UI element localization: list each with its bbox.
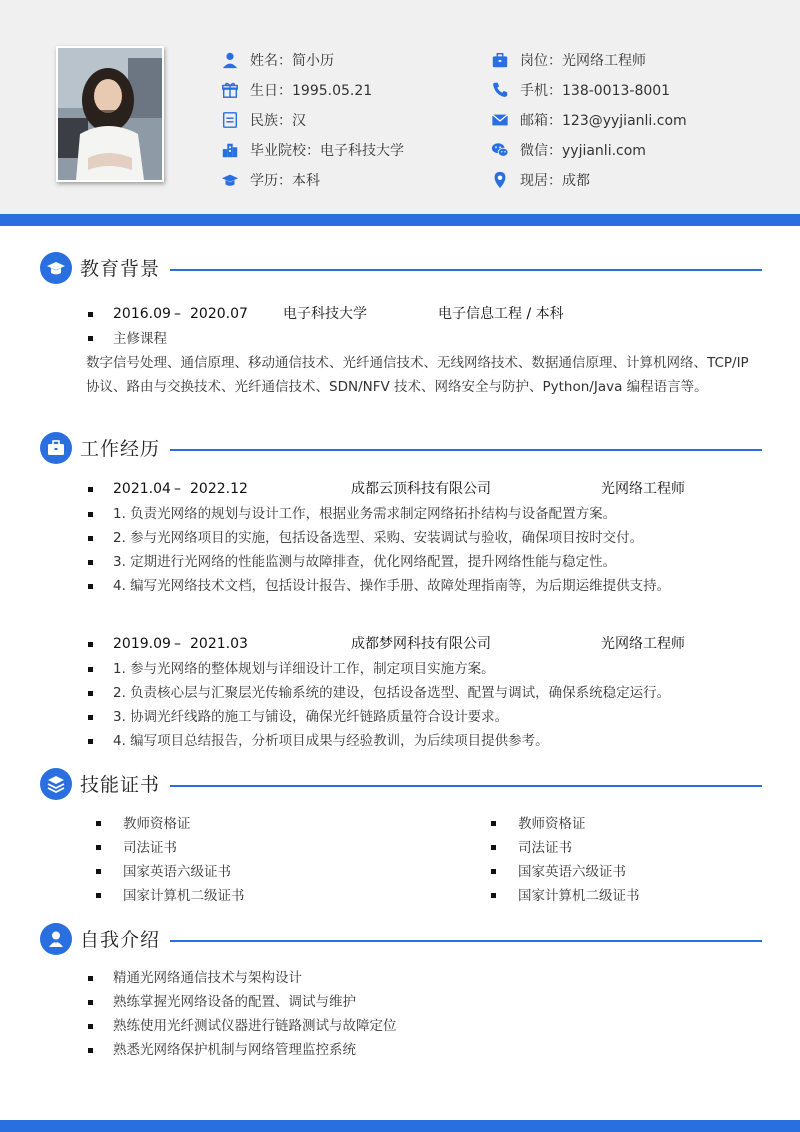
bullet [96,869,101,874]
section-intro-header [40,923,762,959]
wechat-text: 微信：yyjianli.com [520,143,646,159]
job-company: 成都梦网科技有限公司 [351,636,491,652]
bullet [96,893,101,898]
degree-text: 学历：本科 [250,173,320,189]
bullet [491,869,496,874]
info-degree [220,170,320,190]
bullet [88,739,93,744]
edu-start: 2016.09 [113,306,171,322]
user-icon [220,50,240,70]
footer-accent-bar [0,1120,800,1132]
skill-item: 教师资格证 [518,816,586,832]
section-title: 技能证书 [80,774,161,796]
wechat-icon [490,140,510,160]
job-start: 2021.04 [113,481,171,497]
bullet [491,893,496,898]
section-work-header [40,432,762,468]
intro-item: 熟练使用光纤测试仪器进行链路测试与故障定位 [113,1018,397,1034]
bullet [96,845,101,850]
skill-item: 国家计算机二级证书 [518,888,640,904]
skill-item: 司法证书 [518,840,572,856]
job-duty: 4. 编写项目总结报告，分析项目成果与经验教训，为后续项目提供参考。 [113,733,549,749]
edu-school: 电子科技大学 [283,306,367,322]
bullet [88,642,93,647]
bullet [88,1048,93,1053]
bullet [88,487,93,492]
bullet [88,584,93,589]
section-title: 自我介绍 [80,929,161,951]
name-text: 姓名：简小历 [250,53,334,69]
graduation-cap-icon [40,252,72,284]
email-text: 邮箱：123@yyjianli.com [520,113,687,129]
graduation-cap-icon [220,170,240,190]
layers-icon [40,768,72,800]
skill-item: 国家计算机二级证书 [123,888,245,904]
job-role: 光网络工程师 [601,636,685,652]
bullet [491,821,496,826]
job-duty: 4. 编写光网络技术文档，包括设计报告、操作手册、故障处理指南等，为后期运维提供支持。 [113,578,671,594]
section-skills-header [40,768,762,804]
info-residence [490,170,590,190]
job-duty: 2. 负责核心层与汇聚层光传输系统的建设，包括设备选型、配置与调试，确保系统稳定运行。 [113,685,671,701]
info-wechat [490,140,646,160]
school-text: 毕业院校：电子科技大学 [250,143,404,159]
bullet [88,691,93,696]
bullet [88,560,93,565]
skill-item: 国家英语六级证书 [518,864,626,880]
job-end: 2021.03 [190,636,248,652]
bullet [88,1000,93,1005]
courses-label: 主修课程 [113,331,167,347]
portrait-image [58,48,162,180]
bullet [88,312,93,317]
ethnicity-text: 民族：汉 [250,113,306,129]
job-duty: 2. 参与光网络项目的实施，包括设备选型、采购、安装调试与验收，确保项目按时交付。 [113,530,644,546]
position-text: 岗位：光网络工程师 [520,53,646,69]
job-duty: 1. 参与光网络的整体规划与详细设计工作，制定项目实施方案。 [113,661,495,677]
envelope-icon [490,110,510,130]
section-divider [170,269,762,271]
info-ethnicity [220,110,306,130]
location-pin-icon [490,170,510,190]
job-start: 2019.09 [113,636,171,652]
person-icon [40,923,72,955]
info-position [490,50,646,70]
job-dash: – [174,636,181,652]
profile-photo [56,46,164,182]
info-school [220,140,404,160]
bullet [88,536,93,541]
bullet [88,715,93,720]
job-duty: 1. 负责光网络的规划与设计工作，根据业务需求制定网络拓扑结构与设备配置方案。 [113,506,617,522]
edu-major: 电子信息工程 / 本科 [438,306,564,322]
job-duty: 3. 协调光纤线路的施工与铺设，确保光纤链路质量符合设计要求。 [113,709,509,725]
phone-icon [490,80,510,100]
residence-text: 现居：成都 [520,173,590,189]
section-divider [170,785,762,787]
phone-text: 手机：138-0013-8001 [520,83,671,99]
info-phone [490,80,670,100]
info-name [220,50,334,70]
courses-text: 数字信号处理、通信原理、移动通信技术、光纤通信技术、无线网络技术、数据通信原理、计算机网络、TCP/IP协议、路由与交换技术、光纤通信技术、SDN/NFV 技术、网络安全与防护、Python/Java 编程语言等。 [86,355,749,395]
briefcase-icon [40,432,72,464]
id-card-icon [220,110,240,130]
bullet [88,336,93,341]
section-divider [170,940,762,942]
job-duty: 3. 定期进行光网络的性能监测与故障排查，优化网络配置，提升网络性能与稳定性。 [113,554,617,570]
bullet [88,667,93,672]
intro-item: 熟悉光网络保护机制与网络管理监控系统 [113,1042,356,1058]
skill-item: 司法证书 [123,840,177,856]
job-end: 2022.12 [190,481,248,497]
section-title: 教育背景 [80,258,161,280]
bullet [96,821,101,826]
building-icon [220,140,240,160]
section-divider [170,449,762,451]
bullet [88,1024,93,1029]
birth-text: 生日：1995.05.21 [250,83,373,99]
header-accent-bar [0,214,800,226]
section-education-header [40,252,762,288]
skill-item: 国家英语六级证书 [123,864,231,880]
edu-dash: – [174,306,181,322]
briefcase-icon [490,50,510,70]
bullet [88,976,93,981]
bullet [491,845,496,850]
intro-item: 熟练掌握光网络设备的配置、调试与维护 [113,994,356,1010]
section-title: 工作经历 [80,438,161,460]
bullet [88,512,93,517]
skill-item: 教师资格证 [123,816,191,832]
intro-item: 精通光网络通信技术与架构设计 [113,970,302,986]
edu-end: 2020.07 [190,306,248,322]
info-birth [220,80,372,100]
info-email [490,110,687,130]
gift-icon [220,80,240,100]
job-dash: – [174,481,181,497]
job-company: 成都云顶科技有限公司 [351,481,491,497]
job-role: 光网络工程师 [601,481,685,497]
